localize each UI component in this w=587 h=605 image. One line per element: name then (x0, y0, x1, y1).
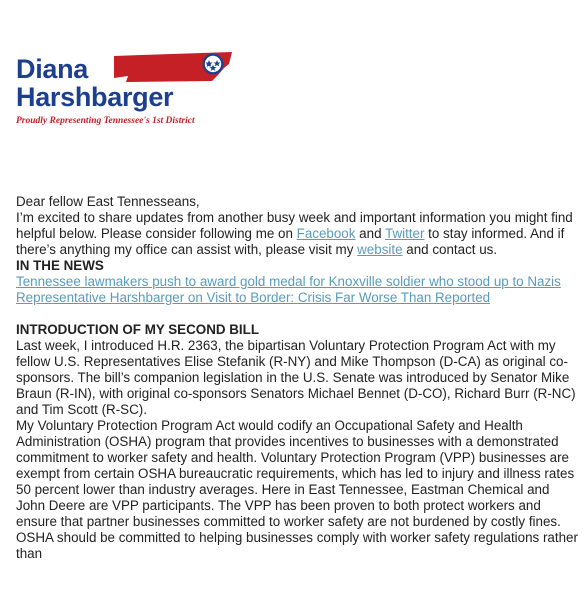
intro-and: and (355, 226, 385, 241)
greeting: Dear fellow East Tennesseans, (16, 194, 200, 209)
bill-paragraph-1: Last week, I introduced H.R. 2363, the bipartisan Voluntary Protection Program Act with my fellow U.S. Representatives Elise Stefanik (R-NY) and Mike Thompson (D-CA) as original co-sponsors. The bill’s companion legislation in the U.S. Senate was introduced by Senator Mike Braun (R-IN), with original co-sponsors Senators Michael Bennet (D-CO), Richard Burr (R-NC) and Tim Scott (R-SC). (16, 338, 576, 417)
news-item-1 (16, 274, 578, 290)
logo-tagline (16, 116, 195, 126)
bill-paragraph-2: My Voluntary Protection Program Act would codify an Occupational Safety and Health Administration (OSHA) program that provides incentives to businesses with a demonstrated commitment to worker safety and health. Voluntary Protection Program (VPP) businesses are exempt from certain OSHA bureaucratic requirements, which has led to injury and illness rates 50 percent lower than industry averages. Here in East Tennessee, Eastman Chemical and John Deere are VPP participants. The VPP has been proven to both protect workers and ensure that partner businesses committed to worker safety are not burdened by costly fines. OSHA should be committed to helping businesses comply with worker safety regulations rather than (16, 418, 578, 561)
intro-text-1: I’m excited to share updates from another busy week and important information you might find helpful below. Please consider following me on (16, 210, 573, 241)
news-link-border-visit[interactable]: Representative Harshbarger on Visit to Border: Crisis Far Worse Than Reported (16, 290, 491, 305)
intro-text-2: to stay informed. And if there’s anything my office can assist with, please visit my (16, 226, 565, 257)
twitter-link[interactable]: Twitter (385, 226, 425, 241)
logo-first-name: Diana (16, 54, 89, 84)
newsletter-body (16, 194, 578, 562)
intro-paragraph (16, 210, 578, 258)
news-item-2 (16, 290, 578, 306)
tennessee-flag-state-icon (112, 50, 234, 84)
spacer (16, 306, 578, 322)
header-logo (16, 50, 232, 130)
logo-last-name: Harshbarger (16, 82, 174, 112)
logo-tagline-district: Tennessee's 1st District (103, 116, 195, 126)
bill-heading: INTRODUCTION OF MY SECOND BILL (16, 322, 260, 337)
news-link-gold-medal[interactable]: Tennessee lawmakers push to award gold medal for Knoxville soldier who stood up to Nazis (16, 274, 561, 289)
logo-tagline-prefix: Proudly Representing (16, 116, 104, 126)
news-heading: IN THE NEWS (16, 258, 104, 273)
intro-text-3: and contact us. (402, 242, 498, 257)
facebook-link[interactable]: Facebook (296, 226, 356, 241)
website-link[interactable]: website (357, 242, 403, 257)
